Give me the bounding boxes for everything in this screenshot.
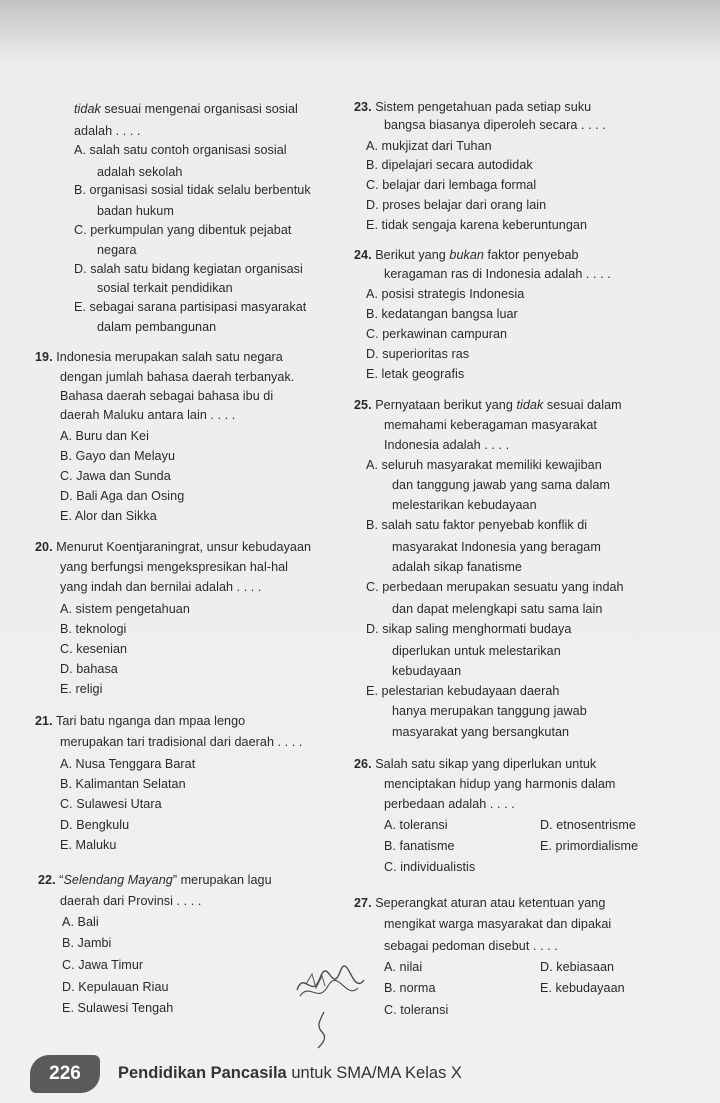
q26-stem-line3: perbedaan adalah . . . . [384,797,515,811]
q19-option-b: B. Gayo dan Melayu [60,449,176,463]
q22-stem-line1: 22. “Selendang Mayang” merupakan lagu [38,873,272,887]
q26-stem-line2: menciptakan hidup yang harmonis dalam [384,777,616,791]
q22-option-a: A. Bali [62,915,99,929]
q19-option-a: A. Buru dan Kei [60,429,149,443]
page-shadow [0,0,720,60]
q25-option-c: C. perbedaan merupakan sesuatu yang indah [366,580,624,594]
q21-stem-line2: merupakan tari tradisional dari daerah . . . . [60,735,303,749]
q23-stem-line1: 23. Sistem pengetahuan pada setiap suku [354,100,592,114]
q23-option-c: C. belajar dari lembaga formal [366,178,537,192]
book-title: Pendidikan Pancasila untuk SMA/MA Kelas X [118,1064,462,1082]
q27-option-e: E. kebudayaan [540,981,625,995]
q21-option-a: A. Nusa Tenggara Barat [60,757,196,771]
q24-option-e: E. letak geografis [366,367,465,381]
q20-option-c: C. kesenian [60,642,128,656]
q25-option-b: B. salah satu faktor penyebab konflik di [366,518,588,532]
q27-stem-line1: 27. Seperangkat aturan atau ketentuan yang [354,896,606,910]
q25-option-a-cont1: dan tanggung jawab yang sama dalam [392,478,611,492]
q18-option-d-cont: sosial terkait pendidikan [97,281,233,295]
q18-option-e-cont: dalam pembangunan [97,320,217,334]
q21-option-b: B. Kalimantan Selatan [60,777,186,791]
q18-option-b: B. organisasi sosial tidak selalu berbentuk [74,183,311,197]
q20-stem-line2: yang berfungsi mengekspresikan hal-hal [60,560,289,574]
q22-stem-line2: daerah dari Provinsi . . . . [60,894,202,908]
q23-option-b: B. dipelajari secara autodidak [366,158,533,172]
q25-stem-line2: memahami keberagaman masyarakat [384,418,597,432]
q25-option-c-cont: dan dapat melengkapi satu sama lain [392,602,603,616]
q19-stem-line1: 19. Indonesia merupakan salah satu negara [35,350,283,364]
q26-option-b: B. fanatisme [384,839,455,853]
q18-option-c: C. perkumpulan yang dibentuk pejabat [74,223,292,237]
q20-option-d: D. bahasa [60,662,118,676]
q26-stem-line1: 26. Salah satu sikap yang diperlukan untuk [354,757,597,771]
q18-option-a-cont: adalah sekolah [97,165,183,179]
q26-option-e: E. primordialisme [540,839,639,853]
q24-option-d: D. superioritas ras [366,347,470,361]
q19-option-c: C. Jawa dan Sunda [60,469,171,483]
q25-stem-line3: Indonesia adalah . . . . [384,438,510,452]
q19-stem-line2: dengan jumlah bahasa daerah terbanyak. [60,370,295,384]
q23-stem-line2: bangsa biasanya diperoleh secara . . . . [384,118,606,132]
q19-option-d: D. Bali Aga dan Osing [60,489,185,503]
q26-option-a: A. toleransi [384,818,448,832]
q21-option-e: E. Maluku [60,838,117,852]
q25-stem-line1: 25. Pernyataan berikut yang tidak sesuai dalam [354,398,622,412]
q25-option-e-cont2: masyarakat yang bersangkutan [392,725,570,739]
q18-option-b-cont: badan hukum [97,204,174,218]
q25-option-e-cont1: hanya merupakan tanggung jawab [392,704,587,718]
page-number-badge: 226 [30,1055,100,1093]
q25-option-a: A. seluruh masyarakat memiliki kewajiban [366,458,602,472]
q21-stem-line1: 21. Tari batu nganga dan mpaa lengo [35,714,246,728]
q19-stem-line3: Bahasa daerah sebagai bahasa ibu di [60,389,274,403]
q20-option-e: E. religi [60,682,103,696]
q20-stem-line1: 20. Menurut Koentjaraningrat, unsur kebudayaan [35,540,312,554]
q24-option-b: B. kedatangan bangsa luar [366,307,518,321]
q18-option-c-cont: negara [97,243,137,257]
q23-option-a: A. mukjizat dari Tuhan [366,139,492,153]
q18-option-d: D. salah satu bidang kegiatan organisasi [74,262,303,276]
q27-option-a: A. nilai [384,960,423,974]
q20-option-a: A. sistem pengetahuan [60,602,190,616]
q22-option-d: D. Kepulauan Riau [62,980,169,994]
q19-option-e: E. Alor dan Sikka [60,509,157,523]
q27-stem-line2: mengikat warga masyarakat dan dipakai [384,917,612,931]
q25-option-d: D. sikap saling menghormati budaya [366,622,572,636]
q20-option-b: B. teknologi [60,622,127,636]
q24-stem-line2: keragaman ras di Indonesia adalah . . . . [384,267,611,281]
q23-option-d: D. proses belajar dari orang lain [366,198,547,212]
q22-option-c: C. Jawa Timur [62,958,144,972]
q27-option-b: B. norma [384,981,436,995]
q25-option-d-cont2: kebudayaan [392,664,462,678]
q27-option-d: D. kebiasaan [540,960,615,974]
q25-option-d-cont1: diperlukan untuk melestarikan [392,644,561,658]
q18-option-a: A. salah satu contoh organisasi sosial [74,143,287,157]
q24-stem-line1: 24. Berikut yang bukan faktor penyebab [354,248,579,262]
q25-option-b-cont1: masyarakat Indonesia yang beragam [392,540,601,554]
q27-stem-line3: sebagai pedoman disebut . . . . [384,939,558,953]
q27-option-c: C. toleransi [384,1003,449,1017]
q24-option-c: C. perkawinan campuran [366,327,508,341]
q24-option-a: A. posisi strategis Indonesia [366,287,525,301]
q26-option-c: C. individualistis [384,860,476,874]
q21-option-d: D. Bengkulu [60,818,130,832]
handwritten-scribble [292,960,372,1050]
q25-option-a-cont2: melestarikan kebudayaan [392,498,537,512]
q25-option-b-cont2: adalah sikap fanatisme [392,560,522,574]
q22-option-e: E. Sulawesi Tengah [62,1001,174,1015]
q20-stem-line3: yang indah dan bernilai adalah . . . . [60,580,262,594]
q18-cont-line1: tidak sesuai mengenai organisasi sosial [74,102,298,116]
q25-option-e: E. pelestarian kebudayaan daerah [366,684,560,698]
q19-stem-line4: daerah Maluku antara lain . . . . [60,408,236,422]
q22-option-b: B. Jambi [62,936,112,950]
q18-cont-line2: adalah . . . . [74,124,141,138]
q23-option-e: E. tidak sengaja karena keberuntungan [366,218,587,232]
q18-option-e: E. sebagai sarana partisipasi masyarakat [74,300,307,314]
q21-option-c: C. Sulawesi Utara [60,797,162,811]
q26-option-d: D. etnosentrisme [540,818,636,832]
